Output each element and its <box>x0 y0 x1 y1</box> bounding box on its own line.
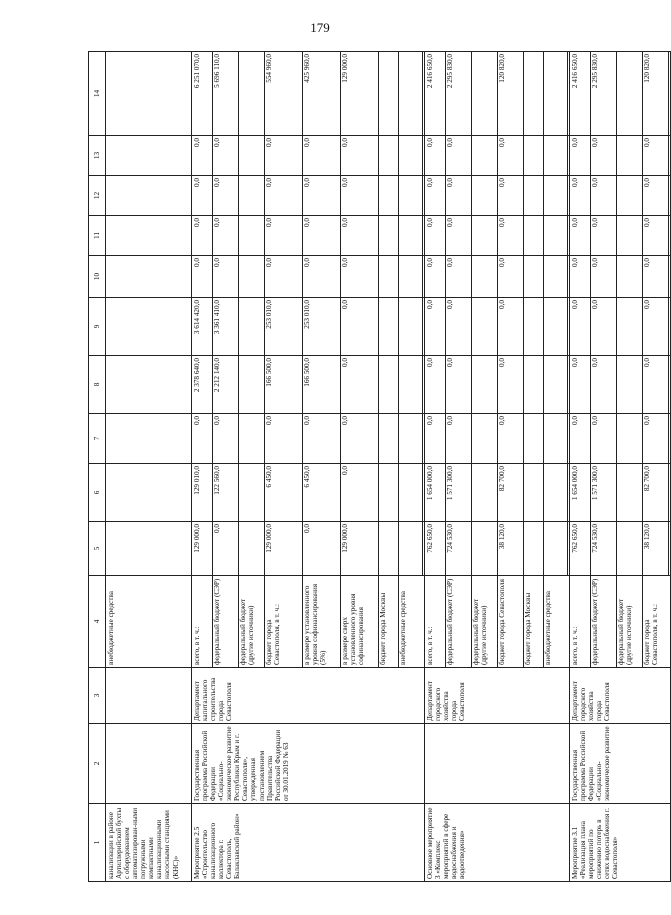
value-line: 0,0 <box>265 216 303 255</box>
value-line: 0,0 <box>446 356 472 413</box>
value-line <box>617 522 643 575</box>
value-line: 0,0 <box>341 136 379 175</box>
col-header: 8 <box>89 356 106 414</box>
value-cell <box>425 52 570 136</box>
value-line <box>544 176 568 215</box>
value-line <box>379 216 399 255</box>
value-cell <box>425 298 570 356</box>
value-line <box>617 298 643 355</box>
value-line: 0,0 <box>213 136 239 175</box>
value-line: 0,0 <box>213 256 239 297</box>
value-line: 0,0 <box>591 298 617 355</box>
value-line: 0,0 <box>571 136 591 175</box>
value-line <box>399 52 423 135</box>
value-line: 0,0 <box>446 176 472 215</box>
value-line: 0,0 <box>303 256 341 297</box>
value-line: 0,0 <box>571 176 591 215</box>
source-line: в размере сверх установленного уровня софинансирования <box>341 576 379 667</box>
value-line: 129 000,0 <box>193 522 213 575</box>
value-line: 0,0 <box>591 256 617 297</box>
table-row <box>106 52 192 882</box>
col-header: 7 <box>89 414 106 464</box>
program-cell: Государственная программа Российской Федерации «Социально-экономическое развитие <box>570 724 671 804</box>
value-line: 0,0 <box>193 256 213 297</box>
value-line: 6 251 070,0 <box>193 52 213 135</box>
value-line: 0,0 <box>303 176 341 215</box>
value-line <box>524 522 544 575</box>
value-cell <box>192 522 425 576</box>
value-cell <box>192 464 425 522</box>
measure-name-cell: Основное мероприятие 3 «Комплекс мероприятий в сфере водоснабжения и водоотведения» <box>425 804 570 882</box>
value-line: 0,0 <box>303 216 341 255</box>
value-line: 0,0 <box>341 176 379 215</box>
value-line: 2 378 640,0 <box>193 356 213 413</box>
value-line <box>379 522 399 575</box>
value-line: 1 654 000,0 <box>426 464 446 521</box>
value-line: 0,0 <box>341 414 379 463</box>
value-line: 0,0 <box>591 414 617 463</box>
source-line: всего, в т. ч.: <box>571 576 591 667</box>
value-cell <box>425 256 570 298</box>
value-cell <box>192 298 425 356</box>
value-line: 0,0 <box>446 216 472 255</box>
value-line <box>379 464 399 521</box>
col-header: 13 <box>89 136 106 176</box>
value-line: 0,0 <box>193 176 213 215</box>
page-number: 179 <box>310 20 330 35</box>
value-cell <box>192 414 425 464</box>
value-line <box>399 176 423 215</box>
value-cell <box>192 216 425 256</box>
value-line: 0,0 <box>341 216 379 255</box>
value-line: 82 700,0 <box>643 464 669 521</box>
source-line: бюджет города Москвы <box>379 576 399 667</box>
value-line <box>544 414 568 463</box>
value-line: 0,0 <box>571 356 591 413</box>
value-line: 0,0 <box>303 136 341 175</box>
value-line: 129 000,0 <box>341 52 379 135</box>
value-line <box>524 256 544 297</box>
value-line <box>239 464 265 521</box>
value-line: 38 120,0 <box>498 522 524 575</box>
col-header: 4 <box>89 576 106 668</box>
executor-cell: Департамент городского хозяйства города Севастополя <box>425 668 570 724</box>
value-cell <box>570 414 671 464</box>
value-line: 0,0 <box>571 256 591 297</box>
value-line: 3 614 420,0 <box>193 298 213 355</box>
value-line: 0,0 <box>643 216 669 255</box>
value-line: 0,0 <box>643 414 669 463</box>
source-line: бюджет города Севастополя, в т. ч.: <box>265 576 303 667</box>
value-line: 129 000,0 <box>265 522 303 575</box>
value-line <box>617 52 643 135</box>
value-line: 0,0 <box>571 216 591 255</box>
col-header: 10 <box>89 256 106 298</box>
value-line: 0,0 <box>426 356 446 413</box>
value-line <box>379 414 399 463</box>
value-line: 0,0 <box>341 356 379 413</box>
value-line: 166 500,0 <box>303 356 341 413</box>
value-line: 0,0 <box>265 136 303 175</box>
value-line <box>399 136 423 175</box>
source-line: всего, в т. ч.: <box>426 576 446 667</box>
value-line: 0,0 <box>498 356 524 413</box>
program-cell <box>425 724 570 804</box>
value-line <box>544 52 568 135</box>
value-line <box>544 522 568 575</box>
value-line: 0,0 <box>265 256 303 297</box>
col-header: 12 <box>89 176 106 216</box>
value-line <box>239 298 265 355</box>
source-cell <box>192 576 425 668</box>
source-cell <box>425 576 570 668</box>
value-line <box>399 216 423 255</box>
value-line: 0,0 <box>643 256 669 297</box>
value-line: 0,0 <box>193 216 213 255</box>
value-cell <box>192 52 425 136</box>
value-line: 762 650,0 <box>426 522 446 575</box>
col-header: 3 <box>89 668 106 724</box>
value-cell <box>570 356 671 414</box>
value-line <box>544 256 568 297</box>
budget-table <box>88 51 671 882</box>
source-line: в размере установленного уровня софинансирования (5%) <box>303 576 341 667</box>
rotated-table-container <box>88 52 660 882</box>
value-line <box>379 356 399 413</box>
value-line: 0,0 <box>426 176 446 215</box>
value-line: 129 000,0 <box>341 522 379 575</box>
value-line: 1 571 300,0 <box>446 464 472 521</box>
source-line: внебюджетные средства <box>399 591 407 665</box>
col-header: 11 <box>89 216 106 256</box>
value-line <box>239 136 265 175</box>
value-line <box>239 522 265 575</box>
value-line: 0,0 <box>426 136 446 175</box>
value-line: 129 010,0 <box>193 464 213 521</box>
program-cell: Государственная программа Российской Федерации «Социально-экономическое развитие Республики Крым и г. Севастополя», утвержденная постановлением Правительства Российской Федерации от 30.01.2019 № 63 <box>192 724 425 804</box>
value-line: 2 416 650,0 <box>426 52 446 135</box>
value-line: 0,0 <box>571 414 591 463</box>
value-line <box>617 356 643 413</box>
value-cell <box>570 136 671 176</box>
value-line <box>379 176 399 215</box>
value-line <box>544 356 568 413</box>
value-cell <box>425 414 570 464</box>
value-line <box>472 216 498 255</box>
source-line: бюджет города Москвы <box>524 576 544 667</box>
value-line <box>399 522 423 575</box>
value-line: 0,0 <box>643 176 669 215</box>
value-line <box>544 298 568 355</box>
value-line: 0,0 <box>591 216 617 255</box>
value-line: 0,0 <box>213 176 239 215</box>
value-line <box>399 256 423 297</box>
value-line: 554 960,0 <box>265 52 303 135</box>
value-line <box>472 136 498 175</box>
value-line <box>472 52 498 135</box>
source-line: внебюджетные средства <box>544 591 552 665</box>
value-line <box>617 464 643 521</box>
value-line: 253 010,0 <box>303 298 341 355</box>
source-cell <box>570 576 671 668</box>
executor-cell: Департамент капитального строительства города Севастополя <box>192 668 425 724</box>
value-line <box>239 356 265 413</box>
value-line <box>524 356 544 413</box>
source-line: федеральный бюджет (другие источники) <box>239 576 265 667</box>
value-line: 6 450,0 <box>265 464 303 521</box>
executor-cell: Департамент городского хозяйства города Севастополя <box>570 668 671 724</box>
value-line <box>399 464 423 521</box>
value-line: 0,0 <box>341 298 379 355</box>
value-line: 0,0 <box>193 136 213 175</box>
value-line: 0,0 <box>213 414 239 463</box>
value-line <box>239 176 265 215</box>
value-line: 0,0 <box>426 256 446 297</box>
value-cell <box>570 464 671 522</box>
value-line: 0,0 <box>446 414 472 463</box>
col-header: 6 <box>89 464 106 522</box>
value-line: 120 820,0 <box>498 52 524 135</box>
value-line <box>524 298 544 355</box>
source-line: федеральный бюджет (другие источники) <box>472 576 498 667</box>
value-line <box>524 136 544 175</box>
value-line: 120 820,0 <box>643 52 669 135</box>
value-line <box>472 464 498 521</box>
value-line: 0,0 <box>498 216 524 255</box>
value-line <box>544 216 568 255</box>
value-line <box>399 298 423 355</box>
value-line <box>379 298 399 355</box>
value-cell <box>425 136 570 176</box>
value-cell <box>425 464 570 522</box>
value-line <box>524 216 544 255</box>
value-line: 0,0 <box>213 216 239 255</box>
value-line: 5 696 110,0 <box>213 52 239 135</box>
value-line <box>239 256 265 297</box>
value-cell <box>570 298 671 356</box>
value-line: 0,0 <box>643 356 669 413</box>
value-cell <box>192 176 425 216</box>
measure-name-cell: Мероприятие 2.5 «Строительство канализационного коллектора г. Севастополь, Балаклавский район» <box>192 804 425 882</box>
value-line: 1 654 000,0 <box>571 464 591 521</box>
value-line: 0,0 <box>265 414 303 463</box>
value-line: 0,0 <box>498 414 524 463</box>
value-line <box>524 52 544 135</box>
table-row <box>570 52 671 882</box>
value-line <box>239 216 265 255</box>
value-line: 762 650,0 <box>571 522 591 575</box>
value-cell <box>192 136 425 176</box>
value-cell <box>570 522 671 576</box>
value-line: 2 416 650,0 <box>571 52 591 135</box>
value-cell <box>425 522 570 576</box>
value-line: 0,0 <box>446 256 472 297</box>
value-cell <box>425 356 570 414</box>
value-line <box>399 414 423 463</box>
table-row <box>192 52 425 882</box>
source-cell: внебюджетные средства <box>106 576 192 668</box>
value-line <box>399 356 423 413</box>
measure-name-cell: Мероприятие 3.1 «Реализация плана мероприятий по снижению потерь в сетях водоснабжения г. Севастополя» <box>570 804 671 882</box>
value-line: 2 295 830,0 <box>591 52 617 135</box>
value-line: 6 450,0 <box>303 464 341 521</box>
value-line: 0,0 <box>591 176 617 215</box>
value-line: 0,0 <box>193 414 213 463</box>
value-line: 0,0 <box>643 136 669 175</box>
value-line: 2 295 830,0 <box>446 52 472 135</box>
value-line <box>617 414 643 463</box>
value-line <box>524 414 544 463</box>
col-header: 2 <box>89 724 106 804</box>
value-cell <box>425 216 570 256</box>
value-line <box>239 52 265 135</box>
value-line: 0,0 <box>498 176 524 215</box>
col-header: 1 <box>89 804 106 882</box>
value-cell <box>570 176 671 216</box>
value-line <box>524 464 544 521</box>
value-line: 0,0 <box>498 136 524 175</box>
value-line: 0,0 <box>498 256 524 297</box>
value-cell <box>570 52 671 136</box>
value-line <box>379 256 399 297</box>
value-line <box>472 298 498 355</box>
value-line: 253 010,0 <box>265 298 303 355</box>
value-line: 0,0 <box>303 414 341 463</box>
source-line: всего, в т. ч.: <box>193 576 213 667</box>
source-line: бюджет города Севастополя, в т. ч.: <box>643 603 660 665</box>
value-line <box>544 464 568 521</box>
value-cell <box>192 256 425 298</box>
col-header: 5 <box>89 522 106 576</box>
value-line: 0,0 <box>341 464 379 521</box>
value-line <box>472 522 498 575</box>
value-cell <box>425 176 570 216</box>
value-line <box>544 136 568 175</box>
value-cell <box>570 216 671 256</box>
value-line <box>617 216 643 255</box>
value-line: 425 960,0 <box>303 52 341 135</box>
col-header: 9 <box>89 298 106 356</box>
value-line <box>524 176 544 215</box>
value-line: 0,0 <box>643 298 669 355</box>
value-line <box>617 176 643 215</box>
value-line: 0,0 <box>213 522 239 575</box>
source-line: федеральный бюджет (СЭР) <box>591 576 617 667</box>
source-line: бюджет города Севастополя <box>498 576 524 667</box>
value-line: 0,0 <box>571 298 591 355</box>
source-line: федеральный бюджет (СЭР) <box>446 576 472 667</box>
source-line: федеральный бюджет (СЭР) <box>213 576 239 667</box>
value-line: 0,0 <box>265 176 303 215</box>
value-line: 3 361 410,0 <box>213 298 239 355</box>
value-line: 122 560,0 <box>213 464 239 521</box>
source-line: федеральный бюджет (другие источники) <box>617 576 643 667</box>
value-line: 1 571 300,0 <box>591 464 617 521</box>
value-line <box>472 356 498 413</box>
value-line: 0,0 <box>446 136 472 175</box>
value-line: 0,0 <box>426 414 446 463</box>
value-line <box>617 136 643 175</box>
header-row <box>89 52 106 882</box>
value-line <box>239 414 265 463</box>
value-line: 38 120,0 <box>643 522 669 575</box>
measure-name-cell: канализации в районе Артиллерийской бухты с оборудованием автоматизирован-ными погружными компактными канализационными насосными станциями (КНС)» <box>106 804 192 882</box>
value-line <box>472 414 498 463</box>
value-line <box>472 176 498 215</box>
col-header: 14 <box>89 52 106 136</box>
value-line: 0,0 <box>426 298 446 355</box>
table-row <box>425 52 570 882</box>
value-line: 2 212 140,0 <box>213 356 239 413</box>
value-line: 0,0 <box>303 522 341 575</box>
value-line: 0,0 <box>426 216 446 255</box>
value-line: 0,0 <box>341 256 379 297</box>
value-line: 0,0 <box>591 136 617 175</box>
value-line: 0,0 <box>446 298 472 355</box>
value-line <box>379 136 399 175</box>
value-line: 166 500,0 <box>265 356 303 413</box>
value-line <box>472 256 498 297</box>
value-cell <box>192 356 425 414</box>
value-line <box>617 256 643 297</box>
value-line: 724 530,0 <box>591 522 617 575</box>
value-line: 82 700,0 <box>498 464 524 521</box>
value-line <box>379 52 399 135</box>
value-cell <box>570 256 671 298</box>
value-line: 0,0 <box>591 356 617 413</box>
value-line: 724 530,0 <box>446 522 472 575</box>
value-line: 0,0 <box>498 298 524 355</box>
